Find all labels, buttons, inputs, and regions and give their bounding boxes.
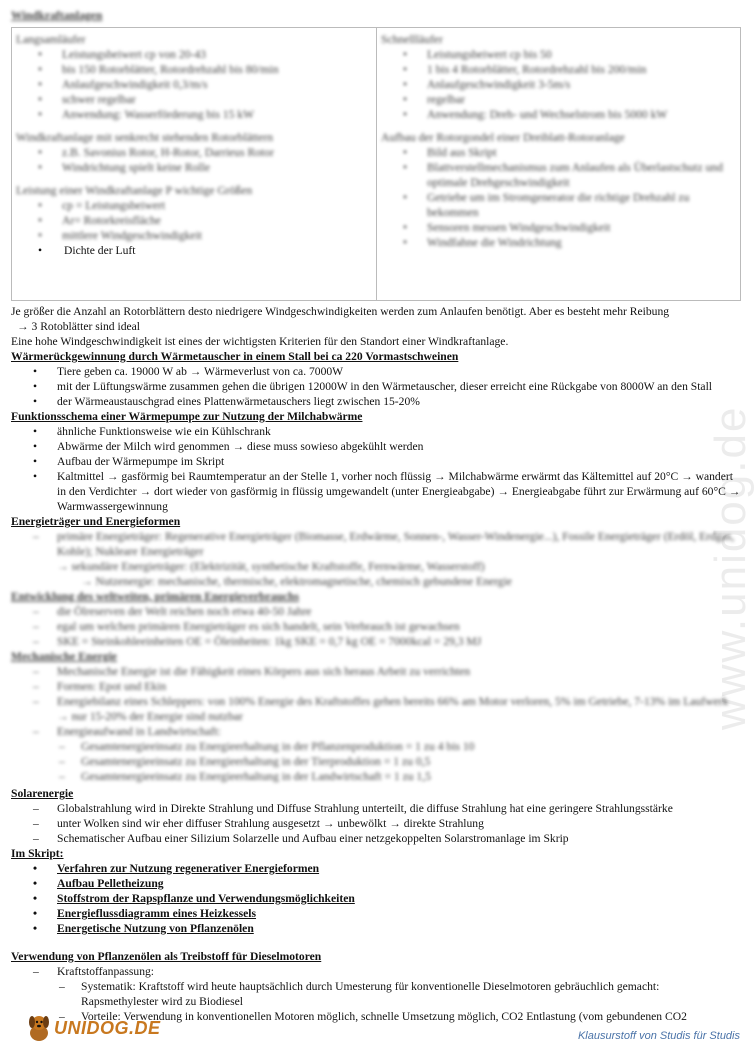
paragraph-windgeschwindigkeit: Eine hohe Windgeschwindigkeit ist eines der wichtigsten Kriterien für den Standort einer Windkraftanlage. [11,335,509,348]
list-item: • 1 bis 4 Rotorblätter, Rotordrehzahl bis 200/min [381,62,736,77]
logo-text: UNIDOG.DE [54,1017,161,1038]
watermark: www.unidog.de [706,405,755,730]
list-item: • Kaltmittel → gasförmig bei Raumtemperatur an der Stelle 1, vorher noch flüssig → Milchabwärme erwärmt das Kältemittel auf 20°C → wandert in den Verdichter → dort wieder von gasförmig in flüssig umgewandelt (unter Energieabgabe) → Energieabgabe führt zur Erwärmung auf 60°C → Warmwassergewinnung [11,469,741,514]
heading-mechanische-energie: Mechanische Energie [11,650,117,663]
heading-energietraeger: Energieträger und Energieformen [11,515,181,528]
list-item: – Gesamtenergieeinsatz zu Energieerhaltung in der Pflanzenproduktion = 1 zu 4 bis 10 [11,739,741,754]
list-item: • Ar= Rotorkreisfläche [16,213,372,228]
list-item: – Vorteile: Verwendung in konventionellen Motoren möglich, schnelle Umsetzung möglich, CO2 Entlastung (vom gebundenen CO2 [11,1009,741,1024]
heading-im-skript: Im Skript: [11,847,64,860]
skript-list [11,861,741,936]
list-item: – egal um welchen primären Energieträger es sich handelt, sein Verbrauch ist gewachsen [11,619,741,634]
list-item: – Gesamtenergieeinsatz zu Energieerhaltung in der Tierproduktion = 1 zu 0,5 [11,754,741,769]
list-item: • z.B. Savonius Rotor, H-Rotor, Darrieus Rotor [16,145,372,160]
pflanzen-list [11,964,741,979]
list-item: • Leistungsbeiwert cp bis 50 [381,47,736,62]
list-item: • Anlaufgeschwindigkeit 3-5m/s [381,77,736,92]
senkrecht-list [16,145,372,175]
list-item: • ähnliche Funktionsweise wie ein Kühlschrank [11,424,741,439]
list-item: • Energieflussdiagramm eines Heizkessels [11,906,741,921]
mechanisch-list [11,664,741,739]
senkrecht-title: Windkraftanlage mit senkrecht stehenden Rotorblättern [16,131,274,144]
mechanisch-sublist [11,739,741,784]
list-item: – Formen: Epot und Ekin [11,679,741,694]
list-item: • Windfahne die Windrichtung [381,235,736,250]
langsamlaeufer-list [16,47,372,122]
list-item: – Mechanische Energie ist die Fähigkeit eines Körpers aus sich heraus Arbeit zu verrichten [11,664,741,679]
list-item: • mittlere Windgeschwindigkeit [16,228,372,243]
list-item: • Stoffstrom der Rapspflanze und Verwendungsmöglichkeiten [11,891,741,906]
list-item: – Systematik: Kraftstoff wird heute hauptsächlich durch Umesterung für konventionelle Dieselmotoren gebräuchlich gemacht: Rapsmethylester wird zu Biodiesel [11,979,741,1009]
pumpe-list [11,424,741,514]
list-item: – Gesamtenergieeinsatz zu Energieerhaltung in der Landwirtschaft = 1 zu 1,5 [11,769,741,784]
list-item: – Globalstrahlung wird in Direkte Strahlung und Diffuse Strahlung unterteilt, die diffuse Strahlung hat eine geringere Strahlungsstärke [11,801,741,816]
footer-slogan: Klausurstoff von Studis für Studis [577,1030,740,1042]
dog-mascot-icon [26,1013,52,1043]
rotorgondel-list [381,145,736,250]
heading-pflanzenoele: Verwendung von Pflanzenölen als Treibstoff für Dieselmotoren [11,950,322,963]
list-item: • Abwärme der Milch wird genommen → diese muss sowieso abgekühlt werden [11,439,741,454]
list-item: – Energiebilanz eines Schleppers: von 100% Energie des Kraftstoffes gehen bereits 66% am Motor verloren, 5% im Getriebe, 7-13% im Laufwerk → nur 15-20% der Energie sind nutzbar [11,694,741,724]
energie-list [11,529,741,559]
heading-waermerueckgewinnung: Wärmerückgewinnung durch Wärmetauscher in einem Stall bei ca 220 Vormastschweinen [11,350,459,363]
list-item: • bis 150 Rotorblätter, Rotordrehzahl bis 80/min [16,62,372,77]
list-item: • mit der Lüftungswärme zusammen gehen die übrigen 12000W in den Wärmetauscher, dieser erreicht eine Rückgabe von 8000W an den Stall [11,379,741,394]
rotorgondel-title: Aufbau der Rotorgondel einer Dreiblatt-Rotoranlage [381,131,625,144]
heading-windkraftanlagen: Windkraftanlagen [11,9,103,22]
list-item: • Blattverstellmechanismus zum Anlaufen als Überlastschutz und optimale Drehgeschwindigkeit [381,160,736,190]
list-item: • Energetische Nutzung von Pflanzenölen [11,921,741,936]
list-item: • Aufbau der Wärmepumpe im Skript [11,454,741,469]
energie-nutzenergie: → Nutzenergie: mechanische, thermische, elektromagnetische, chemisch gebundene Energie [81,575,512,588]
list-item: • regelbar [381,92,736,107]
list-item: – Schematischer Aufbau einer Silizium Solarzelle und Aufbau einer netzgekoppelten Solarstromanlage im Skrip [11,831,741,846]
table-col-right [376,28,740,300]
list-item: • Dichte der Luft [16,243,372,258]
list-item: • cp = Leistungsbeiwert [16,198,372,213]
solar-list [11,801,741,846]
windkraft-table [11,27,741,301]
leistung-list [16,198,372,258]
list-item: • der Wärmeaustauschgrad eines Plattenwärmetauschers liegt zwischen 15-20% [11,394,741,409]
list-item: – die Ölreserven der Welt reichen noch etwa 40-50 Jahre [11,604,741,619]
list-item: – primäre Energieträger: Regenerative Energieträger (Biomasse, Erdwärme, Sonnen-, Wasser-Windenergie...), Fossile Energieträger (Erdöl, Erdgas, Kohle); Nukleare Energieträger [11,529,741,559]
leistung-title: Leistung einer Windkraftanlage P wichtige Größen [16,184,253,197]
schnelllaeufer-list [381,47,736,122]
document-page [11,8,741,1024]
list-item: • Anlaufgeschwindigkeit 0,3/m/s [16,77,372,92]
list-item: • Windrichtung spielt keine Rolle [16,160,372,175]
list-item: • Aufbau Pelletheizung [11,876,741,891]
paragraph-rotorblaetter: Je größer die Anzahl an Rotorblättern desto niedrigere Windgeschwindigkeiten werden zum Anlaufen benötigt. Aber es besteht mehr Reibung [11,305,670,318]
table-col-left [12,28,376,300]
list-item: – unter Wolken sind wir eher diffuser Strahlung ausgesetzt → unbewölkt → direkte Strahlung [11,816,741,831]
energie-sekundaer: → sekundäre Energieträger: (Elektrizität, synthetische Kraftstoffe, Fernwärme, Wasserstoff) [57,560,485,573]
list-item: • Verfahren zur Nutzung regenerativer Energieformen [11,861,741,876]
list-item: • Sensoren messen Windgeschwindigkeit [381,220,736,235]
list-item: – Energieaufwand in Landwirtschaft: [11,724,741,739]
unidog-logo [26,1013,161,1043]
entwicklung-list [11,604,741,649]
list-item: • Anwendung: Dreh- und Wechselstrom bis 5000 kW [381,107,736,122]
list-item: • Bild aus Skript [381,145,736,160]
schnelllaeufer-title: Schnellläufer [381,33,443,46]
list-item: – Kraftstoffanpassung: [11,964,741,979]
list-item: • Tiere geben ca. 19000 W ab → Wärmeverlust von ca. 7000W [11,364,741,379]
paragraph-rotorblaetter-cont: → 3 Rotoblätter sind ideal [17,320,141,333]
heading-entwicklung: Entwicklung des weltweiten, primären Energieverbrauchs [11,590,300,603]
heading-solarenergie: Solarenergie [11,787,74,800]
list-item: – SKE = Steinkohleeinheiten OE = Öleinheiten: 1kg SKE = 0,7 kg OE = 7000kcal = 29,3 MJ [11,634,741,649]
waerme-list [11,364,741,409]
langsamlaeufer-title: Langsamläufer [16,33,86,46]
list-item: • Leistungsbeiwert cp von 20-43 [16,47,372,62]
list-item: • Anwendung: Wasserförderung bis 15 kW [16,107,372,122]
list-item: • Getriebe um im Stromgenerator die richtige Drehzahl zu bekommen [381,190,736,220]
list-item: • schwer regelbar [16,92,372,107]
heading-waermepumpe: Funktionsschema einer Wärmepumpe zur Nutzung der Milchabwärme [11,410,363,423]
